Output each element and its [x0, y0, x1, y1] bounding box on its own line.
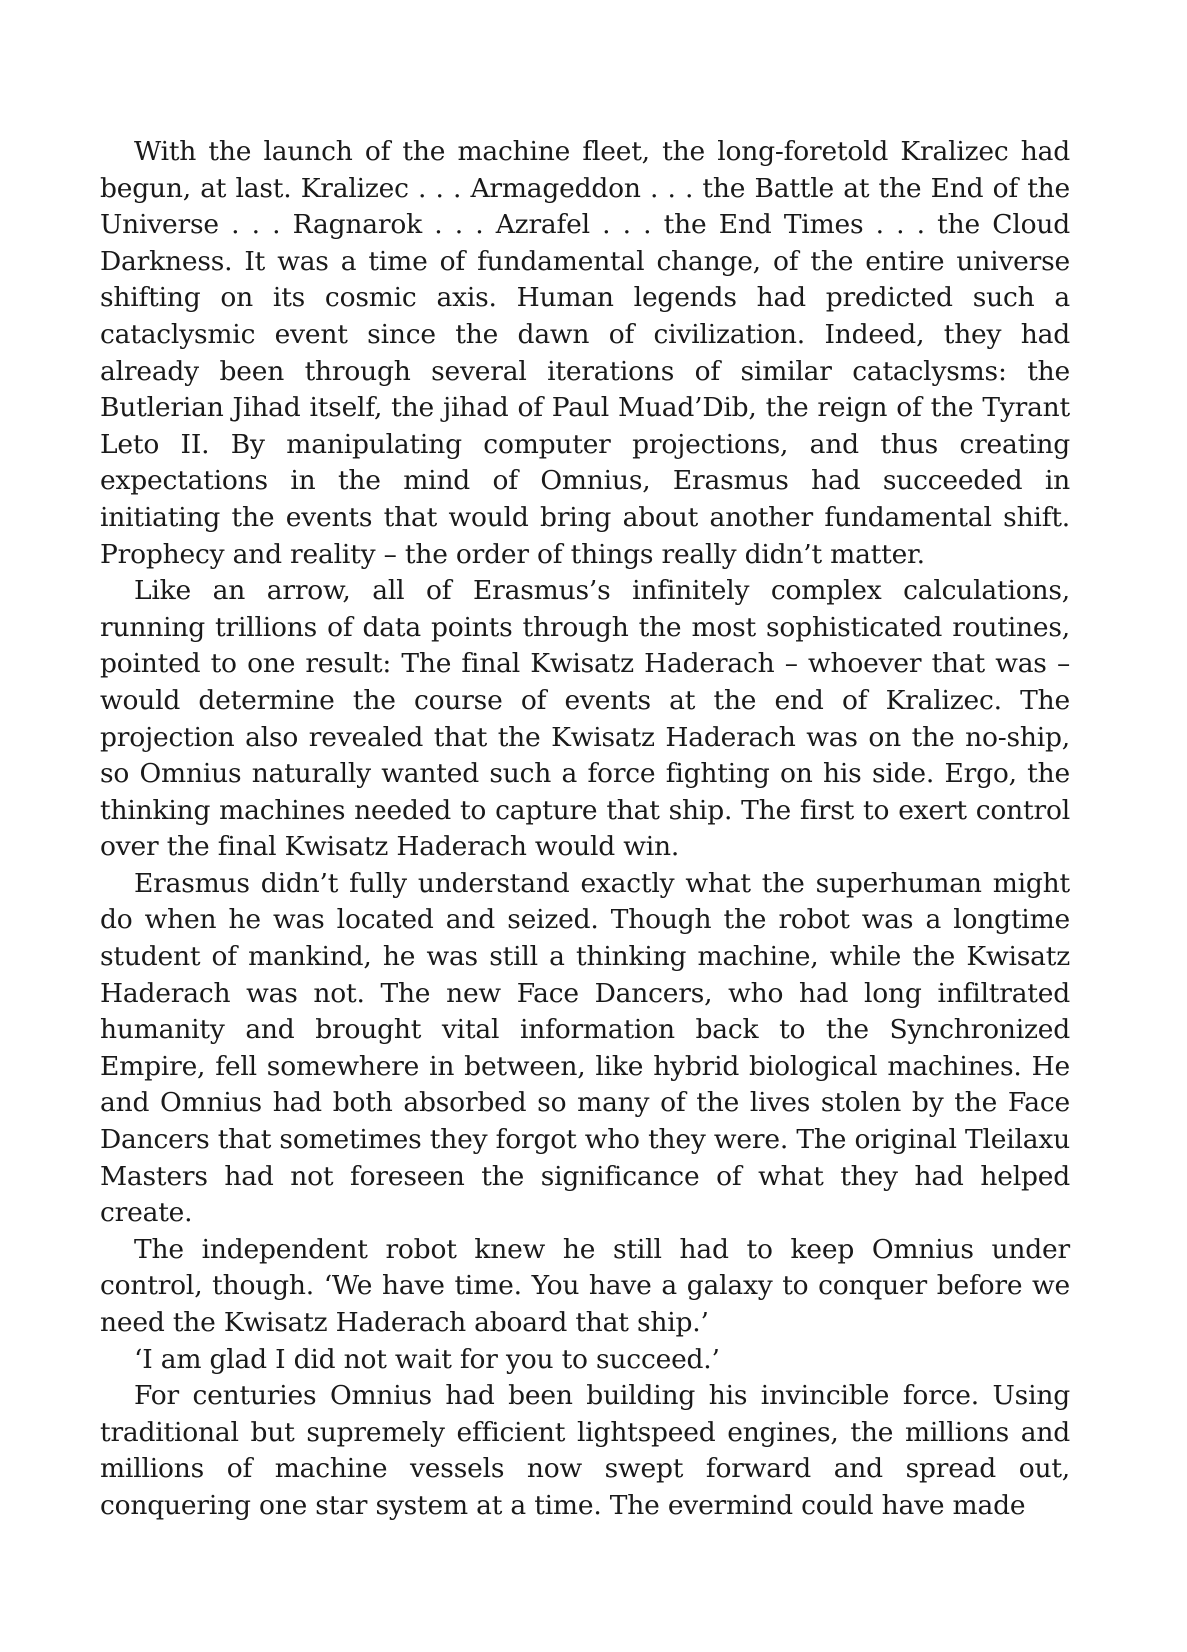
paragraph: Erasmus didn’t fully understand exactly what the superhuman might do when he was located and seized. Though the robot was a longtime student of mankind, he was still a thinking machine, while the Kwisatz Haderach was not. The new Face Dancers, who had long infiltrated humanity and brought vital information back to the Synchronized Empire, fell somewhere in between, like hybrid biological machines. He and Omnius had both absorbed so many of the lives stolen by the Face Dancers that sometimes they forgot who they were. The original Tleilaxu Masters had not foreseen the significance of what they had helped create. [100, 867, 1070, 1229]
page-body-text [100, 134, 1070, 1525]
paragraph: With the launch of the machine fleet, the long-foretold Kralizec had begun, at last. Kralizec . . . Armageddon . . . the Battle at the End of the Universe . . . Ragnarok . . . Azrafel . . . the End Times . . . the Cloud Darkness. It was a time of fundamental change, of the entire universe shifting on its cosmic axis. Human legends had predicted such a cataclysmic event since the dawn of civilization. Indeed, they had already been through several iterations of similar cataclysms: the Butlerian Jihad itself, the jihad of Paul Muad’Dib, the reign of the Tyrant Leto II. By manipulating computer projections, and thus creating expectations in the mind of Omnius, Erasmus had succeeded in initiating the events that would bring about another fundamental shift. Prophecy and reality – the order of things really didn’t matter. [100, 136, 1070, 570]
paragraph: The independent robot knew he still had to keep Omnius under control, though. ‘We have time. You have a galaxy to conquer before we need the Kwisatz Haderach aboard that ship.’ [100, 1233, 1070, 1338]
paragraph: For centuries Omnius had been building his invincible force. Using traditional but supremely efficient lightspeed engines, the millions and millions of machine vessels now swept forward and spread out, conquering one star system at a time. The evermind could have made [100, 1380, 1070, 1521]
paragraph: ‘I am glad I did not wait for you to succeed.’ [134, 1343, 720, 1375]
paragraph: Like an arrow, all of Erasmus’s infinitely complex calculations, running trillions of data points through the most sophisticated routines, pointed to one result: The final Kwisatz Haderach – whoever that was – would determine the course of events at the end of Kralizec. The projection also revealed that the Kwisatz Haderach was on the no-ship, so Omnius naturally wanted such a force fighting on his side. Ergo, the thinking machines needed to capture that ship. The first to exert control over the final Kwisatz Haderach would win. [100, 575, 1070, 863]
